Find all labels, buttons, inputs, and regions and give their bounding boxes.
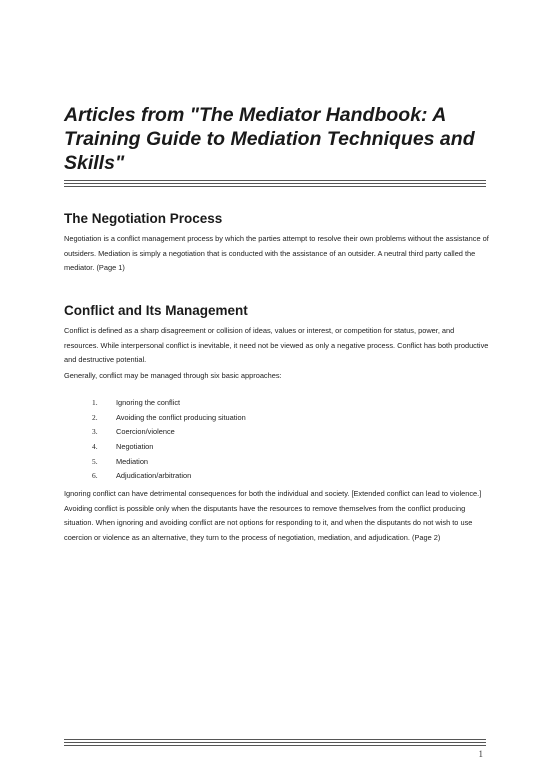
footer-rule — [64, 742, 486, 743]
title-rule — [64, 180, 486, 181]
list-item-number: 1. — [92, 398, 98, 407]
title-rule — [64, 186, 486, 187]
list-item — [64, 455, 149, 470]
footer-rule — [64, 745, 486, 746]
page-number: 1 — [478, 749, 483, 759]
list-item-text: Ignoring the conflict — [116, 398, 181, 407]
list-item — [64, 469, 192, 484]
approaches-list — [64, 396, 246, 484]
list-item-number: 5. — [92, 456, 98, 466]
list-item — [64, 440, 154, 455]
title-rule — [64, 183, 486, 184]
list-item-text: Avoiding the conflict producing situation — [116, 412, 246, 422]
approaches-intro-paragraph: Generally, conflict may be managed through six basic approaches: — [64, 371, 282, 380]
conflict-definition-paragraph: Conflict is defined as a sharp disagreement or collision of ideas, values or interest, or competition for status, power, and resources. While interpersonal conflict is inevitable, it need not be viewed as only a negative process. Conflict has both productive and destructive potential. — [64, 326, 489, 365]
list-item-number: 6. — [92, 471, 98, 481]
list-item — [64, 425, 175, 440]
section-heading-conflict-management: Conflict and Its Management — [64, 303, 248, 318]
list-item-text: Adjudication/arbitration — [116, 471, 192, 481]
footer-rule — [64, 739, 486, 740]
list-item-number: 2. — [92, 412, 98, 422]
list-item — [64, 396, 181, 411]
list-item — [64, 411, 246, 426]
list-item-text: Negotiation — [116, 442, 154, 452]
section-heading-negotiation-process: The Negotiation Process — [64, 211, 223, 226]
ignoring-conflict-paragraph: Ignoring conflict can have detrimental consequences for both the individual and society. [Extended conflict can lead to violence.] Avoiding conflict is possible only when the disputants have the resources to remove themselves from the conflict producing situation. When ignoring and avoiding conflict are not options for responding to it, and when the disputants do not wish to use coercion or violence as an alternative, they turn to the process of negotiation, mediation, and adjudication. (Page 2) — [64, 489, 482, 543]
document-title: Articles from "The Mediator Handbook: A Training Guide to Mediation Techniques and Skills" — [64, 104, 475, 174]
list-item-text: Mediation — [116, 456, 149, 466]
negotiation-paragraph: Negotiation is a conflict management process by which the parties attempt to resolve their own problems without the assistance of outsiders. Mediation is simply a negotiation that is conducted with the assistance of an outsider. A neutral third party called the mediator. (Page 1) — [64, 234, 489, 273]
list-item-number: 3. — [92, 427, 98, 437]
list-item-text: Coercion/violence — [116, 427, 175, 437]
list-item-number: 4. — [92, 442, 98, 452]
